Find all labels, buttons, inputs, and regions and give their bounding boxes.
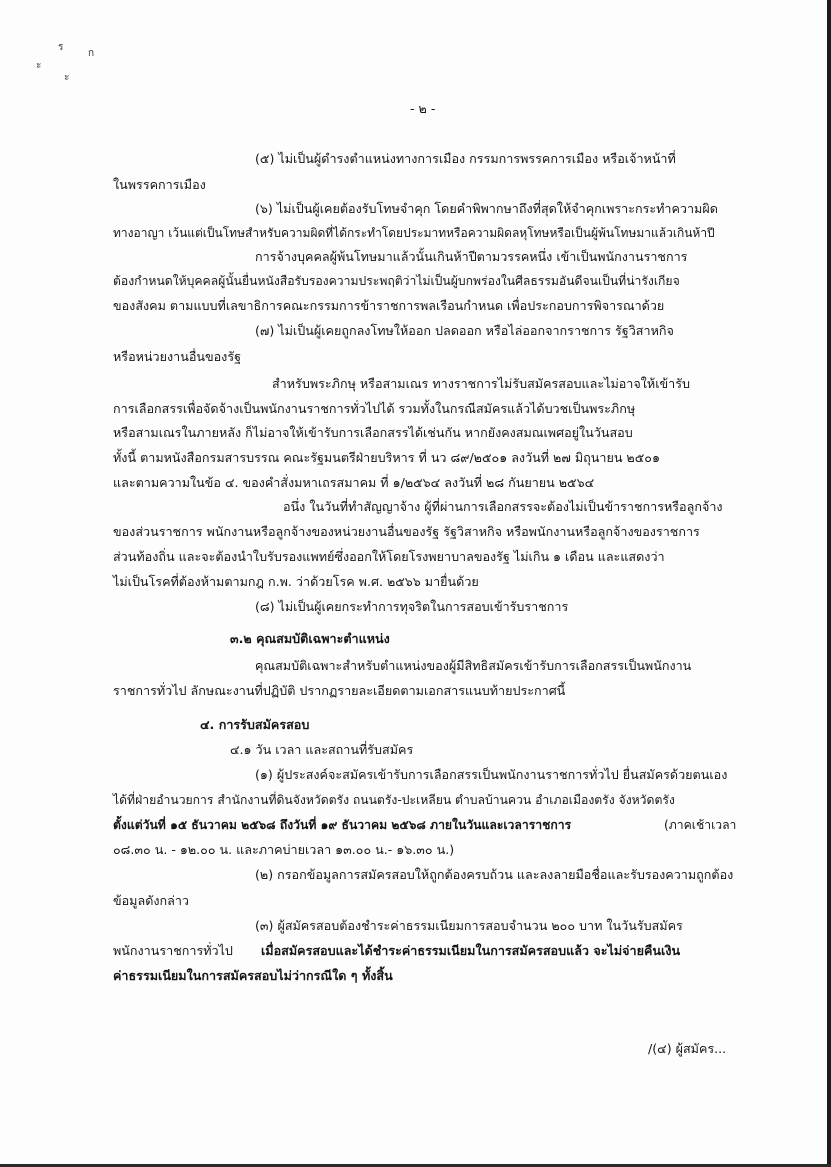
- text-line: ทางอาญา เว้นแต่เป็นโทษสำหรับความผิดที่ได้กระทำโดยประมาทหรือความผิดลหุโทษหรือเป็นผู้พ้นโทษมาแล้วเกินห้าปี: [113, 226, 715, 240]
- text-line: ในพรรคการเมือง: [113, 177, 206, 192]
- text-line-bold: เมื่อสมัครสอบและได้ชำระค่าธรรมเนียมในการสมัครสอบแล้ว จะไม่จ่ายคืนเงิน: [261, 943, 681, 958]
- text-line: (๕) ไม่เป็นผู้ดำรงตำแหน่งทางการเมือง กรรมการพรรคการเมือง หรือเจ้าหน้าที่: [255, 151, 676, 166]
- section-heading: ๓.๒ คุณสมบัติเฉพาะตำแหน่ง: [230, 631, 390, 646]
- text-line: หรือสามเณรในภายหลัง ก็ไม่อาจให้เข้ารับการเลือกสรรได้เช่นกัน หากยังคงสมณเพศอยู่ในวันสอบ: [113, 425, 633, 440]
- scan-speck: ะ: [64, 72, 70, 83]
- text-line: อนึ่ง ในวันที่ทำสัญญาจ้าง ผู้ที่ผ่านการเลือกสรรจะต้องไม่เป็นข้าราชการหรือลูกจ้าง: [283, 499, 723, 514]
- text-line: ของส่วนราชการ พนักงานหรือลูกจ้างของหน่วยงานอื่นของรัฐ รัฐวิสาหกิจ หรือพนักงานหรือลูกจ้างของราชการ: [113, 524, 700, 539]
- scan-border-right: [827, 0, 831, 1167]
- text-line: การเลือกสรรเพื่อจัดจ้างเป็นพนักงานราชการทั่วไปได้ รวมทั้งในกรณีสมัครแล้วได้บวชเป็นพระภิกษุ: [113, 401, 636, 416]
- text-line: ข้อมูลดังกล่าว: [113, 893, 190, 908]
- text-line: (๗) ไม่เป็นผู้เคยถูกลงโทษให้ออก ปลดออก หรือไล่ออกจากราชการ รัฐวิสาหกิจ: [255, 323, 674, 338]
- text-line: ทั้งนี้ ตามหนังสือกรมสารบรรณ คณะรัฐมนตรีฝ่ายบริหาร ที่ นว ๘๙/๒๕๐๑ ลงวันที่ ๒๗ มิถุนายน ๒๕๐๑: [113, 450, 660, 465]
- text-line: คุณสมบัติเฉพาะสำหรับตำแหน่งของผู้มีสิทธิสมัครเข้ารับการเลือกสรรเป็นพนักงาน: [255, 658, 692, 673]
- text-line: พนักงานราชการทั่วไป: [113, 943, 233, 958]
- text-line: หรือหน่วยงานอื่นของรัฐ: [113, 349, 242, 364]
- text-line: ได้ที่ฝ่ายอำนวยการ สำนักงานที่ดินจังหวัดตรัง ถนนตรัง-ปะเหลียน ตำบลบ้านควน อำเภอเมืองตรัง จังหวัดตรัง: [113, 793, 675, 807]
- text-line: (๘) ไม่เป็นผู้เคยกระทำการทุจริตในการสอบเข้ารับราชการ: [255, 599, 569, 614]
- text-line: ส่วนท้องถิ่น และจะต้องนำใบรับรองแพทย์ซึ่งออกให้โดยโรงพยาบาลของรัฐ ไม่เกิน ๑ เดือน และแสดงว่า: [113, 549, 665, 564]
- footer-continuation: /(๔) ผู้สมัคร...: [648, 1041, 727, 1056]
- page-number: - ๒ -: [410, 101, 436, 116]
- text-line-bold: ค่าธรรมเนียมในการสมัครสอบไม่ว่ากรณีใด ๆ ทั้งสิ้น: [113, 968, 393, 983]
- text-line: (๒) กรอกข้อมูลการสมัครสอบให้ถูกต้องครบถ้วน และลงลายมือชื่อและรับรองความถูกต้อง: [255, 867, 734, 882]
- text-line: สำหรับพระภิกษุ หรือสามเณร ทางราชการไม่รับสมัครสอบและไม่อาจให้เข้ารับ: [272, 376, 690, 391]
- text-line: (๑) ผู้ประสงค์จะสมัครเข้ารับการเลือกสรรเป็นพนักงานราชการทั่วไป ยื่นสมัครด้วยตนเอง: [255, 767, 728, 782]
- text-line: ๐๘.๓๐ น. - ๑๒.๐๐ น. และภาคบ่ายเวลา ๑๓.๐๐ น.- ๑๖.๓๐ น.): [113, 842, 455, 857]
- text-line: และตามความในข้อ ๔. ของคำสั่งมหาเถรสมาคม ที่ ๑/๒๕๖๔ ลงวันที่ ๒๘ กันยายน ๒๕๖๔: [113, 475, 595, 490]
- text-line: (๓) ผู้สมัครสอบต้องชำระค่าธรรมเนียมการสอบจำนวน ๒๐๐ บาท ในวันรับสมัคร: [255, 918, 683, 933]
- text-line: ราชการทั่วไป ลักษณะงานที่ปฏิบัติ ปรากฏรายละเอียดตามเอกสารแนบท้ายประกาศนี้: [113, 683, 566, 698]
- text-line: (๖) ไม่เป็นผู้เคยต้องรับโทษจำคุก โดยคำพิพากษาถึงที่สุดให้จำคุกเพราะกระทำความผิด: [255, 201, 718, 216]
- scan-speck: ะ: [36, 60, 42, 71]
- scan-speck: ก: [88, 48, 95, 59]
- text-line: การจ้างบุคคลผู้พ้นโทษมาแล้วนั้นเกินห้าปีตามวรรคหนึ่ง เข้าเป็นพนักงานราชการ: [255, 249, 688, 264]
- text-line: ต้องกำหนดให้บุคคลผู้นั้นยื่นหนังสือรับรองความประพฤติว่าไม่เป็นผู้บกพร่องในศีลธรรมอันดีจนเป็นที่น่ารังเกียจ: [113, 274, 680, 288]
- scan-speck: ร: [58, 42, 64, 53]
- subsection-heading: ๔.๑ วัน เวลา และสถานที่รับสมัคร: [230, 742, 414, 757]
- text-line: ของสังคม ตามแบบที่เลขาธิการคณะกรรมการข้าราชการพลเรือนกำหนด เพื่อประกอบการพิจารณาด้วย: [113, 298, 665, 313]
- text-line: ไม่เป็นโรคที่ต้องห้ามตามกฎ ก.พ. ว่าด้วยโรค พ.ศ. ๒๕๖๖ มายื่นด้วย: [113, 574, 479, 589]
- text-line-bold: ตั้งแต่วันที่ ๑๕ ธันวาคม ๒๕๖๘ ถึงวันที่ ๑๙ ธันวาคม ๒๕๖๘ ภายในวันและเวลาราชการ: [113, 818, 572, 832]
- section-heading: ๔. การรับสมัครสอบ: [200, 717, 310, 732]
- text-line: (ภาคเช้าเวลา: [664, 818, 737, 832]
